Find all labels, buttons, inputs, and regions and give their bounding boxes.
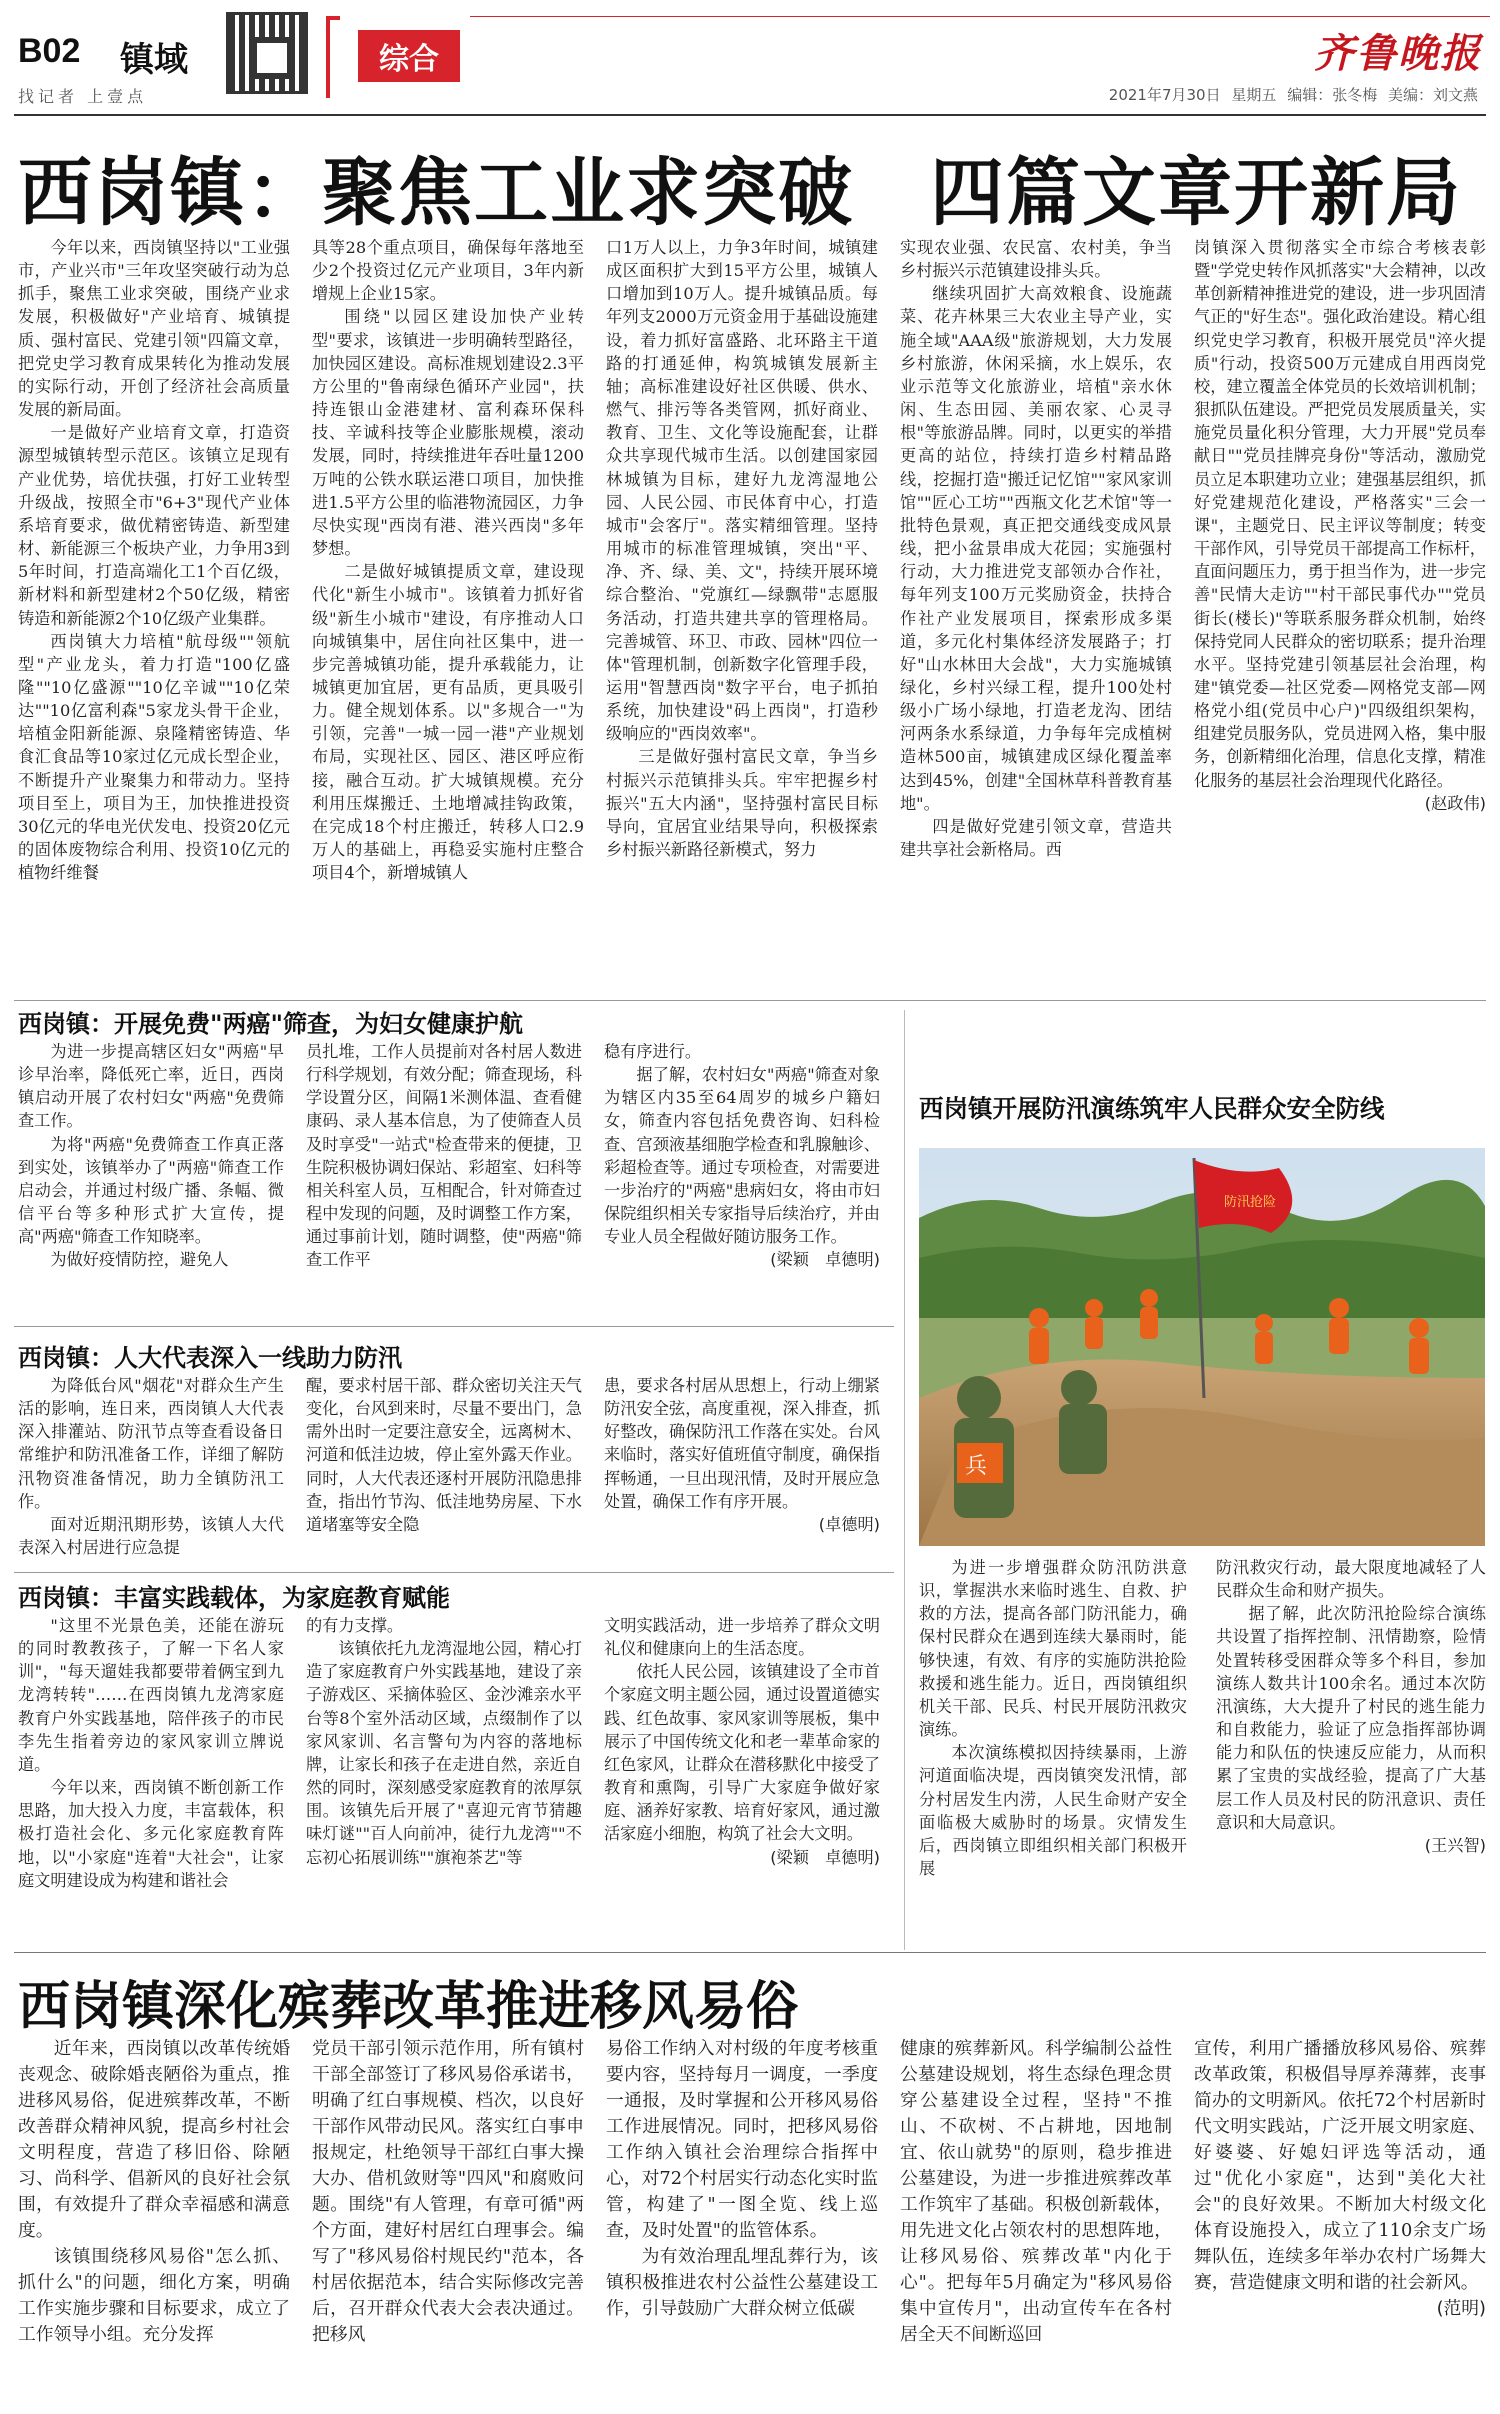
paragraph: 围绕"以园区建设加快产业转型"要求，该镇进一步明确转型路径，加快园区建设。高标准规划建设2.3平方公里的"鲁南绿色循环产业园"，扶持连银山金港建材、富利森环保科技、辛诚科技等企业膨胀规模，滚动发展，同时，持续推进年吞吐量1200万吨的公铁水联运港口项目，加快推进1.5平方公里的临港物流园区，力争尽快实现"西岗有港、港兴西岗"多年梦想。 <box>312 307 584 559</box>
flood-col-1 <box>919 1556 1187 1936</box>
paragraph: 本次演练模拟因持续暴雨，上游河道面临决堤，西岗镇突发汛情，部分村居发生内涝，人民生命财产安全面临极大威胁时的场景。灾情发生后，西岗镇立即组织相关部门积极开展 <box>919 1743 1187 1879</box>
paragraph: "这里不光景色美，还能在游玩的同时教教孩子，了解一下名人家训"，"每天遛娃我都要带着俩宝到九龙湾转转"……在西岗镇九龙湾家庭教育户外实践基地，陪伴孩子的市民李先生指着旁边的家风家训立牌说道。 <box>18 1616 284 1774</box>
main-byline: (赵政伟) <box>1424 793 1486 813</box>
paragraph: 党员干部引领示范作用，所有镇村干部全部签订了移风易俗承诺书，明确了红白事规模、档次，以良好干部作风带动民风。落实红白事申报规定，杜绝领导干部红白事大操大办、借机敛财等"四风"和腐败问题。围绕"有人管理，有章可循"两个方面，建好村居红白理事会。编写了"移风易俗村规民约"范本，各村居依据范本，结合实际修改完善后，召开群众代表大会表决通过。把移风 <box>312 2038 584 2345</box>
main-col-2 <box>312 236 584 1006</box>
paragraph: 为将"两癌"免费筛查工作真正落到实处，该镇举办了"两癌"筛查工作启动会，并通过村级广播、条幅、微信平台等多种形式扩大宣传，提高"两癌"筛查工作知晓率。 <box>18 1134 284 1247</box>
paragraph: 易俗工作纳入对村级的年度考核重要内容，坚持每月一调度，一季度一通报，及时掌握和公开移风易俗工作进展情况。同时，把移风易俗工作纳入镇社会治理综合指挥中心，对72个村居实行动态化实时监管，构建了"一图全览、线上巡查，及时处置"的监管体系。 <box>606 2038 878 2241</box>
npc-col-2 <box>306 1374 582 1574</box>
paragraph: 面对近期汛期形势，该镇人大代表深入村居进行应急提 <box>18 1514 284 1558</box>
npc-col-1 <box>18 1374 284 1574</box>
paragraph: 今年以来，西岗镇不断创新工作思路，加大投入力度，丰富载体，积极打造社会化、多元化家庭教育阵地，以"小家庭"连着"大社会"，让家庭文明建设成为构建和谐社会 <box>18 1778 284 1890</box>
slogan: 找记者 上壹点 <box>18 87 148 106</box>
paragraph: 近年来，西岗镇以改革传统婚丧观念、破除婚丧陋俗为重点，推进移风易俗，促进殡葬改革，不断改善群众精神风貌，提高乡村社会文明程度，营造了移旧俗、除陋习、尚科学、倡新风的良好社会氛围，有效提升了群众幸福感和满意度。 <box>18 2038 290 2241</box>
tag-bracket <box>326 16 340 98</box>
screening-col-3 <box>604 1040 880 1320</box>
paragraph: 的有力支撑。 <box>306 1616 404 1635</box>
flood-title: 西岗镇开展防汛演练筑牢人民群众安全防线 <box>919 1094 1385 1123</box>
funeral-col-3 <box>606 2036 878 2406</box>
funeral-headline: 西岗镇深化殡葬改革推进移风易俗 <box>18 1977 799 2037</box>
issue-meta <box>1109 84 1478 105</box>
family-col-3 <box>604 1614 880 1950</box>
header-red-rule <box>470 16 1490 17</box>
paragraph: 依托人民公园，该镇建设了全市首个家庭文明主题公园，通过设置道德实践、红色故事、家风家训等展板，集中展示了中国传统文化和老一辈革命家的红色家风，让群众在潜移默化中接受了教育和熏陶，引导广大家庭争做好家庭、涵养好家教、培育好家风，通过激活家庭小细胞，构筑了社会大文明。 <box>604 1662 880 1844</box>
page-number: B02 <box>18 32 81 70</box>
divider <box>14 1000 1486 1001</box>
paragraph: 口1万人以上，力争3年时间，城镇建成区面积扩大到15平方公里，城镇人口增加到10万人。提升城镇品质。每年列支2000万元资金用于基础设施建设，着力抓好富盛路、北环路主干道路的打通延伸，构筑城镇发展新主轴；高标准建设好社区供暖、供水、燃气、排污等各类管网，抓好商业、教育、卫生、文化等设施配套，让群众共享现代城市生活。以创建国家园林城镇为目标，建好九龙湾湿地公园、人民公园、市民体育中心，打造城市"会客厅"。落实精细管理。坚持用城市的标准管理城镇，突出"平、净、齐、绿、美、文"，持续开展环境综合整治、"党旗红—绿飘带"志愿服务活动，打造共建共享的管理格局。完善城管、环卫、市政、园林"四位一体"管理机制，创新数字化管理手段，运用"智慧西岗"数字平台，电子抓拍系统，加快建设"码上西岗"，打造秒级响应的"西岗效率"。 <box>606 238 878 744</box>
paragraph: 文明实践活动，进一步培养了群众文明礼仪和健康向上的生活态度。 <box>604 1616 880 1659</box>
funeral-col-4 <box>900 2036 1172 2406</box>
editor: 编辑：张冬梅 <box>1287 86 1378 104</box>
issue-weekday: 星期五 <box>1231 86 1277 104</box>
paragraph: 岗镇深入贯彻落实全市综合考核表彰暨"学党史转作风抓落实"大会精神，以改革创新精神推进党的建设，进一步巩固清气正的"好生态"。强化政治建设。精心组织党史学习教育，积极开展党员"淬火提质"行动，投资500万元建成自用西岗党校，建立覆盖全体党员的长效培训机制；狠抓队伍建设。严把党员发展质量关，实施党员量化积分管理，大力开展"党员奉献日""党员挂牌亮身份"等活动，激励党员立足本职建功立业；建强基层组织，抓好党建规范化建设，严格落实"三会一课"，主题党日、民主评议等制度；转变干部作风，引导党员干部提高工作标杆，直面问题压力，勇于担当作为，进一步完善"民情大走访""村干部民事代办""党员街长(楼长)"等联系服务群众机制，始终保持党同人民群众的密切联系；提升治理水平。坚持党建引领基层社会治理，构建"镇党委—社区党委—网格党支部—网格党小组(党员中心户)"四级组织架构，组建党员服务队，党员进网入格，集中服务，创新精细化治理，信息化支撑，精准化服务的基层社会治理现代化路径。 <box>1194 238 1486 790</box>
newspaper-logo: 齐鲁晚报 <box>1314 30 1482 77</box>
paragraph: 今年以来，西岗镇坚持以"工业强市，产业兴市"三年攻坚突破行动为总抓手，聚焦工业求突破，围绕产业求发展，积极做好"产业培育、城镇提质、强村富民、党建引领"四篇文章，把党史学习教育成果转化为推动发展的实际行动，开创了经济社会高质量发展的新局面。 <box>18 238 290 420</box>
screening-title: 西岗镇：开展免费"两癌"筛查，为妇女健康护航 <box>18 1010 524 1038</box>
issue-date: 2021年7月30日 <box>1108 86 1221 104</box>
main-col-3 <box>606 236 878 1006</box>
art-editor: 美编：刘文燕 <box>1387 86 1478 104</box>
npc-title: 西岗镇：人大代表深入一线助力防汛 <box>18 1344 402 1372</box>
paragraph: 实现农业强、农民富、农村美，争当乡村振兴示范镇建设排头兵。 <box>900 238 1172 281</box>
column-divider <box>904 1010 905 1950</box>
vest-label: 兵 <box>965 1454 988 1479</box>
paragraph: 为进一步提高辖区妇女"两癌"早诊早治率，降低死亡率，近日，西岗镇启动开展了农村妇女"两癌"免费筛查工作。 <box>18 1042 284 1131</box>
npc-byline: (卓德明) <box>818 1514 880 1534</box>
family-title: 西岗镇：丰富实践载体，为家庭教育赋能 <box>18 1584 450 1612</box>
paragraph: 醒，要求村居干部、群众密切关注天气变化，台风到来时，尽量不要出门，急需外出时一定要注意安全，远离树木、河道和低洼边坡，停止室外露天作业。同时，人大代表还逐村开展防汛隐患排查，指出竹节沟、低洼地势房屋、下水道堵塞等安全隐 <box>306 1376 582 1534</box>
screening-byline: (梁颖 卓德明) <box>770 1250 880 1270</box>
screening-col-2 <box>306 1040 582 1320</box>
flag-label: 防汛抢险 <box>1224 1195 1277 1210</box>
flood-byline: (王兴智) <box>1424 1835 1486 1855</box>
paragraph: 为进一步增强群众防汛防洪意识，掌握洪水来临时逃生、自救、护救的方法，提高各部门防汛能力，确保村民群众在遇到连续大暴雨时，能够快速，有效、有序的实施防洪抢险救援和逃生能力。近日，西岗镇组织机关干部、民兵、村民开展防汛救灾演练。 <box>919 1558 1187 1740</box>
main-col-5 <box>1194 236 1486 1006</box>
paragraph: 员扎堆，工作人员提前对各村居人数进行科学规划，有效分配；筛查现场，科学设置分区，间隔1米测体温、查看健康码、录人基本信息，为了使筛查人员及时享受"一站式"检查带来的便捷，卫生院积极协调妇保站、彩超室、妇科等相关科室人员，互相配合，针对筛查过程中发现的问题，及时调整工作方案，通过事前计划，随时调整，使"两癌"筛查工作平 <box>306 1042 582 1270</box>
main-col-1 <box>18 236 290 1006</box>
funeral-col-2 <box>312 2036 584 2406</box>
main-headline: 西岗镇：聚焦工业求突破 四篇文章开新局 <box>18 150 1462 236</box>
paragraph: 三是做好强村富民文章，争当乡村振兴示范镇排头兵。牢牢把握乡村振兴"五大内涵"，坚持强村富民目标导向，宜居宜业结果导向，积极探索乡村振兴新路径新模式，努力 <box>606 747 878 860</box>
qr-code-icon[interactable] <box>226 12 308 94</box>
divider <box>14 1952 1486 1953</box>
paragraph: 据了解，农村妇女"两癌"筛查对象为辖区内35至64周岁的城乡户籍妇女，筛查内容包括免费咨询、妇科检查、宫颈液基细胞学检查和乳腺触诊、彩超检查等。通过专项检查，对需要进一步治疗的"两癌"患病妇女，将由市妇保院组织相关专家指导后续治疗，并由专业人员全程做好随访服务工作。 <box>604 1065 880 1247</box>
paragraph: 具等28个重点项目，确保每年落地至少2个投资过亿元产业项目，3年内新增规上企业15家。 <box>312 238 584 304</box>
paragraph: 继续巩固扩大高效粮食、设施蔬菜、花卉林果三大农业主导产业，实施全域"AAA级"旅游规划，大力发展乡村旅游，休闲采摘，水上娱乐，农业示范等文化旅游业，培植"亲水休闲、生态田园、美丽农家、心灵寻根"等旅游品牌。同时，以更实的举措更高的站位，持续打造乡村精品路线，挖掘打造"搬迁记忆馆""家风家训馆""匠心工坊""西瓶文化艺术馆"等一批特色景观，真正把交通线变成风景线，把小盆景串成大花园；实施强村行动，大力推进党支部领办合作社，每年列支100万元奖励资金，扶持合作社产业发展项目，探索形成多渠道，多元化村集体经济发展路子；打好"山水林田大会战"，大力实施城镇绿化，乡村兴绿工程，提升100处村级小广场小绿地，打造老龙沟、团结河两条水系绿道，力争每年完成植树造林500亩，城镇建成区绿化覆盖率达到45%，创建"全国林草科普教育基地"。 <box>900 284 1172 813</box>
paragraph: 据了解，此次防汛抢险综合演练共设置了指挥控制、汛情勘察，险情处置转移受困群众等多个科目，参加演练人数共计100余名。通过本次防汛演练，大大提升了村民的逃生能力和自救能力，验证了应急指挥部协调能力和队伍的快速反应能力，从而积累了宝贵的实战经验，提高了广大基层工作人员及村民的防汛意识、责任意识和大局意识。 <box>1216 1604 1486 1832</box>
flood-col-2 <box>1216 1556 1486 1936</box>
funeral-col-1 <box>18 2036 290 2406</box>
paragraph: 西岗镇大力培植"航母级""领航型"产业龙头，着力打造"100亿盛隆""10亿盛源""10亿辛诚""10亿荣达""10亿富利森"5家龙头骨干企业，培植金阳新能源、泉隆精密铸造、华食汇食品等10家过亿元成长型企业，不断提升产业聚集力和带动力。坚持项目至上，项目为王，加快推进投资30亿元的华电光伏发电、投资20亿元的固体废物综合利用、投资10亿元的植物纤维餐 <box>18 631 290 883</box>
divider <box>14 1326 894 1327</box>
funeral-col-5 <box>1194 2036 1486 2406</box>
paragraph: 健康的殡葬新风。科学编制公益性公墓建设规划，将生态绿色理念贯穿公墓建设全过程，坚持"不推山、不砍树、不占耕地，因地制宜、依山就势"的原则，稳步推进公墓建设，为进一步推进殡葬改革工作筑牢了基础。积极创新载体，用先进文化占领农村的思想阵地，让移风易俗、殡葬改革"内化于心"。把每年5月确定为"移风易俗集中宣传月"，出动宣传车在各村居全天不间断巡回 <box>900 2038 1172 2345</box>
family-byline: (梁颖 卓德明) <box>770 1847 880 1867</box>
family-col-2 <box>306 1614 582 1950</box>
flood-drill-photo <box>919 1148 1485 1546</box>
header-rule <box>14 114 1486 116</box>
funeral-byline: (范明) <box>1436 2297 1486 2319</box>
paragraph: 为有效治理乱埋乱葬行为，该镇积极推进农村公益性公墓建设工作，引导鼓励广大群众树立低碳 <box>606 2245 878 2319</box>
paragraph: 二是做好城镇提质文章，建设现代化"新生小城市"。该镇着力抓好省级"新生小城市"建设，有序推动人口向城镇集中，居住向社区集中，进一步完善城镇功能，提升承载能力，让城镇更加宜居，更有品质，更具吸引力。健全规划体系。以"多规合一"为引领，完善"一城一园一港"产业规划布局，实现社区、园区、港区呼应衔接，融合互动。扩大城镇规模。充分利用压煤搬迁、土地增减挂钩政策，在完成18个村庄搬迁，转移人口2.9万人的基础上，再稳妥实施村庄整合项目4个，新增城镇人 <box>312 562 584 883</box>
paragraph: 稳有序进行。 <box>604 1042 702 1061</box>
paragraph: 宣传，利用广播播放移风易俗、殡葬改革政策，积极倡导厚养薄葬，丧事简办的文明新风。依托72个村居新时代文明实践站，广泛开展文明家庭、好婆婆、好媳妇评选等活动，通过"优化小家庭"，达到"美化大社会"的良好效果。不断加大村级文化体育设施投入，成立了110余支广场舞队伍，连续多年举办农村广场舞大赛，营造健康文明和谐的社会新风。 <box>1194 2038 1486 2293</box>
paragraph: 为做好疫情防控，避免人 <box>50 1250 229 1270</box>
section-name: 镇域 <box>120 40 188 80</box>
screening-col-1 <box>18 1040 284 1320</box>
family-col-1 <box>18 1614 284 1950</box>
paragraph: 为降低台风"烟花"对群众生产生活的影响，连日来，西岗镇人大代表深入排灌站、防汛节点等查看设备日常维护和防汛准备工作，详细了解防汛物资准备情况，助力全镇防汛工作。 <box>18 1376 284 1511</box>
paragraph: 该镇依托九龙湾湿地公园，精心打造了家庭教育户外实践基地，建设了亲子游戏区、采摘体验区、金沙滩亲水平台等8个室外活动区域，点缀制作了以家风家训、名言警句为内容的落地标牌，让家长和孩子在走进自然，亲近自然的同时，深刻感受家庭教育的浓厚氛围。该镇先后开展了"喜迎元宵节猜趣味灯谜""百人向前冲，徒行九龙湾""不忘初心拓展训练""旗袍茶艺"等 <box>306 1639 582 1867</box>
paragraph: 防汛救灾行动，最大限度地减轻了人民群众生命和财产损失。 <box>1216 1558 1486 1601</box>
main-col-4 <box>900 236 1172 1006</box>
photo-illustration <box>919 1148 1485 1546</box>
paragraph: 四是做好党建引领文章，营造共建共享社会新格局。西 <box>900 816 1172 860</box>
paragraph: 一是做好产业培育文章，打造资源型城镇转型示范区。该镇立足现有产业优势，培优扶强，打好工业转型升级战，按照全市"6+3"现代产业体系培育要求，做优精密铸造、新型建材、新能源三个板块产业，力争用3到5年时间，打造高端化工1个百亿级，新材料和新型建材2个50亿级，精密铸造和新能源2个10亿级产业集群。 <box>18 423 290 628</box>
paragraph: 该镇围绕移风易俗"怎么抓、抓什么"的问题，细化方案，明确工作实施步骤和目标要求，成立了工作领导小组。充分发挥 <box>18 2245 290 2345</box>
paragraph: 患，要求各村居从思想上，行动上绷紧防汛安全弦，高度重视，深入排查，抓好整改，确保防汛工作落在实处。台风来临时，落实好值班值守制度，确保指挥畅通，一旦出现汛情，及时开展应急处置，确保工作有序开展。 <box>604 1376 880 1511</box>
npc-col-3 <box>604 1374 880 1574</box>
section-tag: 综合 <box>358 30 460 82</box>
divider <box>14 1572 894 1573</box>
